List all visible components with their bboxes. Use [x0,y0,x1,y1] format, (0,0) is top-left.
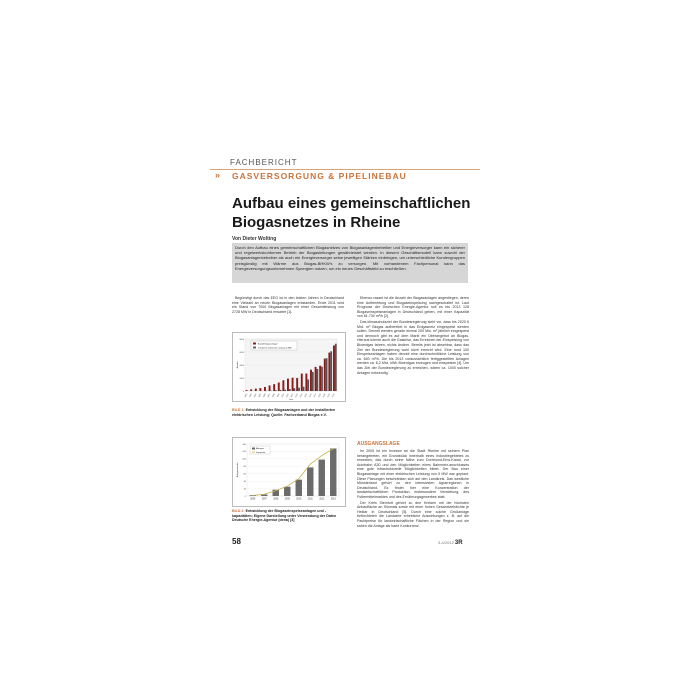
x-tick-label: 1997 [267,393,272,398]
x-tick-label: 2007 [313,393,318,398]
bar-leistung [303,387,305,391]
chevron-icon: » [215,170,221,180]
paragraph: Das klimaschutzziel der Bundesregierung sieht vor, dass bis 2020 6 Mrd. m³ Biogas aufbereitet in das Erdgasnetz eingespeist werden sollen. Derzeit werden gerade einmal 200 Mio. m³ jährlich eingespeist und dennoch gibt es auf dem Markt ein Überangebot an Biogas. Hieraus könnte auch die Gaskrise, das Erreichen der Einspeisung von Bioerdgas fahren, nichts ändern. Bereits jetzt ist absehbar, dass das Ziel der Bundesregierung wohl nicht erreicht wird. Eine rund 100 Einspeiseanlagen haben derzeit eine durchschnittliche Leistung von ca. 640 m³/h. Die bis 2013 voraussichtlich fertiggestellten Anlagen werden ca. 6,2 Mrd. kWh Bioerdgas erzeugen und einspeisen [4]. Um das Ziel der Bundesregierung zu erreichen, wären ca. 1000 solcher Anlagen notwendig. [357,319,469,375]
footer-right [438,540,463,546]
figure-2 [232,437,346,507]
y-axis-label: Anlagenanzahl [237,462,239,478]
legend-swatch [253,343,256,345]
bar-anzahl [250,389,252,391]
article-title [232,194,492,232]
figure-1 [232,332,346,402]
chart-2-svg [233,438,345,506]
kicker-divider [210,169,480,170]
section-title: GASVERSORGUNG & PIPELINEBAU [232,171,407,181]
y-tick-label: 0 [244,495,246,498]
bar-anzahl [319,366,321,391]
y-tick-label: 80 [243,466,246,469]
bar-anzahl [246,390,248,391]
legend-swatch [252,448,255,450]
bar-leistung [289,389,291,391]
figure-2-caption-text: Entwicklung der Biogaseinspeiseanlagen und -kapazitäten; Eigene Darstellung unter Verwendung der Daten Deutsche Energie-Agentur (dena) [3] [232,509,337,522]
legend-swatch [253,347,256,349]
x-tick-label: 2002 [290,393,295,398]
bar-leistung [326,358,328,391]
legend-label: Anzahl Biogasanlagen [258,343,278,346]
paragraph: Im 2005 ist ein Investor an die Stadt Rheine mit seinem Plan herangetreten, ein Grundstück innerhalb eines Industriegebietes zu erwerben, das durch seine Nähe zum Dortmund-Ems-Kanal, zur Autobahn A30 und den Möglichkeiten eines Bahnnetz-anschlusses eine gute infrastrukturelle Möglichkeiten bietet. Der Bau einer Biogasanlage mit einer elektrischen Leistung von 5 MW war geplant. Diese Planungen beschränken sich auf den Landkreis. Das westliche Münsterland gehört zu den intensivsten Agrarregionen in Deutschland. Es findet hier eine Konzentration der landwirtschaftlichen Produktion, insbesondere Veredelung, des Futtermittelmarktes und des Ernährungsgewerbes statt. [357,449,469,499]
bar-anlagen [319,460,325,496]
figure-1-label: BILD 1: [232,408,245,412]
lead-text: Durch den Aufbau eines gemeinschaftlichen Biogasnetzes von Biogasanlagenbetreiber und Energieversorger kann ein sicherer und regelwerkskonformer Betrieb der Biogasleitungen gewährleistet werden. In diesem Geschäftsmodell kann sowohl der Biogasanlagenbetreiber als auch ein Energieversorger seine jeweiligen Stärken einbringen, um unterschiedliche Kundengruppen preisgünstig mit Wärme aus Biogas-BHKW's zu versorgen. Mit vorhandenem Fachpersonal kann das Energieversorgungsunternehmen Synergien nutzen, um ein neues Geschäftsfeld zu erschließen. [235,245,465,271]
bar-anlagen [330,448,336,496]
legend-label: Installierte elektrische Leistung in MW [258,347,292,350]
x-tick-label: 1993 [249,393,253,398]
paragraph: Ebenso rasant ist die Anzahl der Biogasanlagen angestiegen, deren eine Aufbereitung und Biogaseinspeisung nachgeschaltet ist. Laut Prognose der Deutschen Energie-Agentur soll es bis 2013 128 Biogaseinspeiseanlagen in Deutschland geben, mit einer Kapazität von 81.730 m³/h [2]. [357,296,469,319]
page-number-right: 3R [454,540,463,546]
kicker: FACHBERICHT [230,158,298,167]
bar-leistung [335,344,337,391]
y-tick-label: 20 [243,488,246,491]
x-axis-label: Jahr [288,399,294,401]
y-tick-label: 120 [242,451,246,454]
x-tick-label: 2009 [284,498,290,501]
y-tick-label: 140 [242,443,246,446]
bar-leistung [294,388,296,391]
bar-leistung [307,379,309,391]
x-tick-label: 2011 [307,498,313,501]
legend-label: Anlagen [256,448,265,451]
bar-leistung [317,369,319,391]
x-tick-label: 2010 [296,498,302,501]
author: Von Dieter Wolting [232,236,277,242]
subheading-ausgangslage: AUSGANGSLAGE [357,441,400,447]
bar-leistung [280,390,282,391]
y-axis-label: Anzahl [237,361,239,369]
issue: 3-4/2012 [438,540,454,545]
bar-leistung [298,388,300,391]
bar-anzahl [292,378,294,391]
y-tick-label: 40 [243,480,246,483]
x-tick-label: 2008 [318,393,322,398]
bar-anzahl [287,379,289,391]
bar-anzahl [328,353,330,391]
x-tick-label: 1992 [244,393,249,398]
bar-anlagen [307,467,313,496]
bar-anzahl [324,359,326,391]
x-tick-label: 1994 [253,393,258,398]
y-tick-label: 8000 [239,338,244,341]
x-tick-label: 2000 [281,393,285,398]
y-tick-label: 2000 [239,377,244,380]
column-right [357,296,469,376]
y-tick-label: 100 [242,458,246,461]
legend-label: Kapazität [256,452,266,454]
bar-anzahl [315,367,317,391]
chart-1-svg [233,333,345,401]
bar-leistung [321,367,323,391]
x-tick-label: 2010 [327,393,331,398]
x-tick-label: 2004 [299,393,304,398]
bar-anzahl [305,374,307,391]
bar-anlagen [284,487,290,496]
paragraph: Der Kreis Steinfurt gehört zu den Kreisen mit der höchsten Anbaufläche an Silomais sowie mit einer hohen Gesamtviehdichte je Hektar in Deutschland [5]. Durch eine solche Großanlage befürchteten die Landwirte erhebliche Auswirkungen z. B. auf die Pachtpreise für landwirtschaftliche Flächen in der Region und sie sahen die Anlage als harte Konkurrenz. [357,500,469,528]
x-tick-label: 2007 [261,498,267,501]
column-right-lower [357,449,469,529]
column-left [232,296,344,315]
figure-2-caption [232,509,344,523]
lead-box [232,243,468,283]
figure-1-caption-text: Entwicklung der Biogasanlagen und der installierten elektrischen Leistung; Quelle: Fachverband Biogas e.V. [232,408,336,417]
page-number-left: 58 [232,537,241,546]
bar-anzahl [278,383,280,391]
x-tick-label: 2003 [295,393,299,398]
bar-anzahl [259,388,261,391]
x-tick-label: 2009 [322,393,327,398]
x-tick-label: 1999 [276,393,281,398]
bar-anzahl [333,346,335,392]
y-tick-label: 60 [243,473,246,476]
x-tick-label: 2006 [250,498,256,501]
x-tick-label: 2012 [319,498,325,501]
y-tick-label: 6000 [239,351,244,354]
bar-anzahl [264,387,266,391]
x-tick-label: 1995 [258,393,262,398]
bar-anzahl [310,370,312,391]
bar-anzahl [301,374,303,391]
bar-anzahl [255,389,257,391]
x-tick-label: 2011 [331,393,336,398]
title-line-1: Aufbau eines gemeinschaftlichen [232,195,471,212]
x-tick-label: 1998 [272,393,276,398]
bar-leistung [284,390,286,391]
title-line-2: Biogasnetzes in Rheine [232,214,401,231]
x-tick-label: 2008 [273,498,279,501]
x-tick-label: 2005 [304,393,308,398]
bar-leistung [312,372,314,391]
paragraph: Begünstigt durch das EEG ist in den letzten Jahren in Deutschland eine Vielzahl an neuen Biogasanlagen entstanden. Ende 2011 wird ein Stand von 7000 Biogasanlagen mit einer Gesamtleistung von 2728 MW in Deutschland erwartet [1]. [232,296,344,314]
x-tick-label: 2013 [330,498,336,501]
y-tick-label: 0 [242,390,244,393]
bar-anzahl [273,384,275,391]
y-tick-label: 4000 [239,364,244,367]
bar-leistung [330,351,332,391]
x-tick-label: 2006 [308,393,313,398]
bar-anlagen [296,480,302,496]
figure-1-caption [232,408,344,417]
x-tick-label: 2001 [285,393,290,398]
bar-anzahl [296,378,298,391]
figure-2-label: BILD 2: [232,509,245,513]
bar-anzahl [282,380,284,391]
x-tick-label: 1996 [262,393,267,398]
bar-anzahl [269,385,271,391]
bar-leistung [275,390,277,391]
